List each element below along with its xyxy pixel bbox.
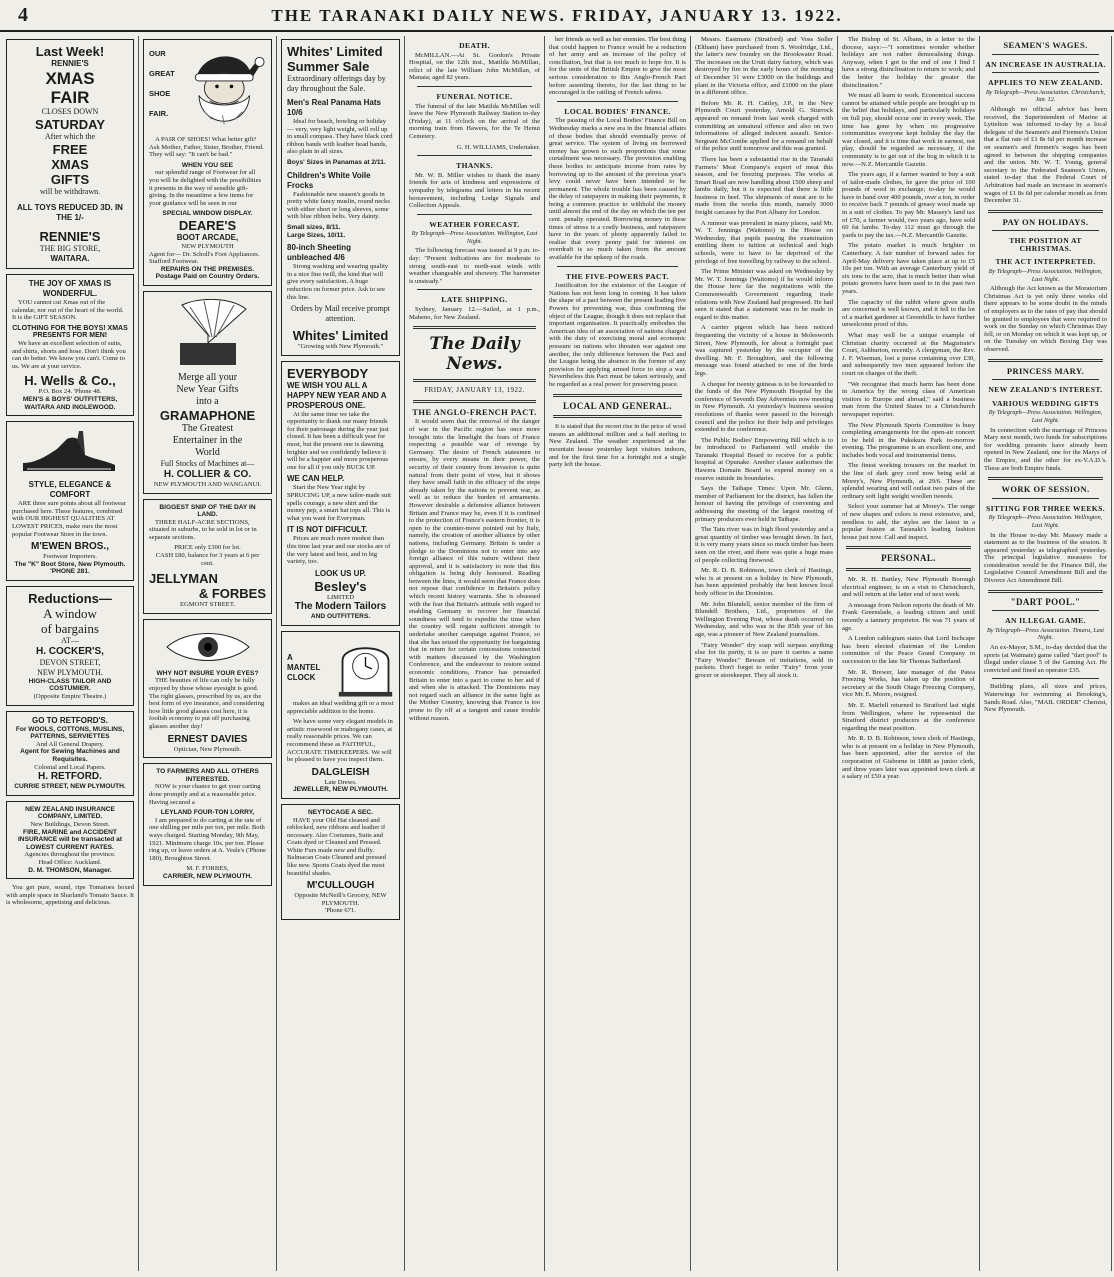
- jellyman-street: EGMONT STREET.: [179, 601, 236, 609]
- whites-large: Large Sizes, 10/11.: [287, 231, 346, 239]
- collier-world: World: [195, 446, 220, 458]
- rennies-store: THE BIG STORE,: [39, 244, 101, 253]
- local-item-taihape: Says the Taihape Times: Upon Mr. Glenn, member of Parliament for the district, has fallen the honour of having the privilege of convening and addressing the meeting of the largest meeting of primary producers ever held in Taihape.: [695, 485, 833, 523]
- besleys-ad: [281, 361, 400, 626]
- item-bishop: The Bishop of St. Albans, in a letter to the diocese, says:—"I sometimes wonder whether holidays are not rather demoralising things. Anyway, when I got to the end of one I find I have a strong disinclination to return to work; and the better the holiday the greater the disinclination.": [842, 36, 975, 89]
- local-item-meat: There has been a substantial rise in the Taranaki Farmers' Meat Company's export of meat this season, and for freezing purposes. The works at Smart Road are now handling about 1500 sheep and lambs daily, but it is expected that there is little business in beef. The shipments of meat are to be made from the works this month, namely 3000 freight carcases by the Port Albany for London.: [695, 155, 833, 217]
- cocker-name: H. COCKER'S,: [36, 645, 104, 657]
- davies-name: ERNEST DAVIES: [167, 733, 248, 745]
- deares-body: A PAIR OF SHOES! What better gift? Ask Mother, Father, Sister, Brother, Friend. They will say: "It can't be bad.": [149, 136, 264, 159]
- local-item-soap: "Fairy Wonder" dry soap will surpass anything else for its purity, it is so pure it carries a name "Fairy Wonder." Beware of imitations, sold in packets. Don't forget to order "Fairy" from your grocer or storekeeper. They all stock it.: [695, 641, 833, 679]
- newspaper-nameplate: The Daily News.: [429, 334, 520, 375]
- cocker-window: A window: [43, 605, 97, 621]
- personal-marfell: Mr. E. Marfell returned to Stratford last night from Wellington, where he represented the Stratford district producers at the conference regarding the meat position.: [842, 701, 975, 732]
- mcewen-body: ARE three sure points about all footwear purchased here. These features, combined with OUR HIGHEST QUALITIES AT LOWEST PRICES, make ours the most popular Footwear Store in the town.: [12, 500, 127, 538]
- item-charity: What may well be a unique example of Christian charity occurred at the Magistrate's Court, Ashburton, recently. A clergyman, the Rev. J. F. Wiseman, lost a purse containing over £30, and subsequently two men appeared before the court on charges of the theft.: [842, 331, 975, 377]
- wells-body: YOU cannot cut Xmas out of the calendar, nor out of the heart of the world. It is the GIFT SEASON.: [12, 299, 124, 322]
- wells-subheading: CLOTHING FOR THE BOYS! XMAS PRESENTS FOR MEN!: [12, 324, 128, 340]
- collier-line3: into a: [196, 395, 219, 407]
- dartpool-sub: AN ILLEGAL GAME.: [1005, 616, 1086, 626]
- land-cash: CASH £80, balance for 3 years at 6 per cent.: [155, 552, 260, 567]
- clock-body: makes an ideal wedding gift or a most appreciable addition to the home.: [287, 699, 394, 715]
- session-body: In the House to-day Mr. Massey made a statement as to the business of the session. It appeared yesterday as telegraphed yesterday. The principal legislative measures for consideration would be the Finance Bill, the Legislative Council Amendment Bill and the Divorce Act Amendment Bill.: [984, 531, 1107, 585]
- farmers-heading: TO FARMERS AND ALL OTHERS INTERESTED.: [156, 768, 259, 783]
- retford-heading: GO TO RETFORD'S.: [32, 715, 108, 725]
- wells-trade: MEN'S & BOYS' OUTFITTERS,: [22, 395, 118, 403]
- mcewen-heading: STYLE, ELEGANCE & COMFORT: [28, 480, 112, 500]
- mcewen-sub: Footwear Importers.: [43, 553, 97, 561]
- wells-address: P.O. Box 24. 'Phone 48.: [38, 388, 102, 396]
- farmers-lorry: LEYLAND FOUR-TON LORRY,: [160, 809, 255, 817]
- column-5: [545, 36, 691, 1271]
- princess-body: In connection with the marriage of Princess Mary next month, two funds for subscriptions for wedding presents have already been opened in New Zealand, one for the Marys of the Empire, and the other for ex-V.A.D.'s. These are both Empire funds.: [984, 426, 1107, 472]
- death-heading: DEATH.: [459, 41, 490, 50]
- five-powers-heading: THE FIVE-POWERS PACT.: [565, 271, 670, 281]
- cocker-bargains: of bargains: [41, 620, 99, 636]
- five-powers-body: Justification for the existence of the League of Nations has not been long in coming. It has taken the shape of a pact between the present leading five Powers for preventing war, thus confirming the object of the League, though it does not replace that important organisation. It practically embodies the American idea of an association of nations charged with the duty of exercising moral and economic pressure on nations who threaten war against one another, the only difference between the Pact and the League being the absence in the former of any provision for applying armed force to stop a war. Nevertheless this Pact must be taken seriously, and be regarded as a real power for preserving peace.: [549, 282, 686, 388]
- weather-sub: By Telegraph—Press Association. Wellington, Last Night.: [411, 230, 538, 245]
- mcculloch-heading: NEYTOCAGE A SEC.: [308, 808, 373, 816]
- insurance-building: New Buildings, Devon Street.: [30, 821, 110, 828]
- rennies-gifts: GIFTS: [50, 172, 90, 187]
- deares-agent: Agent for— Dr. Scholl's Foot Appliances. Stafford Footwear.: [149, 250, 260, 266]
- dartpool-body: An ex-Mayor, S.M., to-day decided that the sports (at Waimate) game called "dart pool" is illegal under clause 5 of the Gaming Act. He convicted and fined an operator £35.: [984, 644, 1107, 674]
- shoe-illustration: [15, 429, 125, 477]
- shipping-notice: Sydney, January 12.—Sailed, at 1 p.m., Maheno, for New Zealand.: [409, 306, 540, 321]
- deares-name: DEARE'S: [178, 217, 237, 233]
- deares-ad: [143, 39, 272, 286]
- personal-greenslade: A message from Nelson reports the death of Mr. Frank Greenslade, a leading citizen and until recently a tannery proprietor. He was 71 years of age.: [842, 601, 975, 632]
- funeral-heading: FUNERAL NOTICE.: [436, 91, 513, 101]
- item-rabbit: The capacity of the rabbit where given stuffs are concerned is well known, and it fell to the lot of a market gardener at Greenhills to have further unwelcome proof of this.: [842, 298, 975, 329]
- insurance-manager: D. M. THOMSON, Manager.: [28, 866, 112, 874]
- item-trousers: The finest working trousers on the market in the line of dark grey cord now being sold at Morey's, New Plymouth, at 29/6. These are splendid wearing and will outlast two pairs of the ordinary soft light weight woollen tweeds.: [842, 462, 975, 500]
- besleys-body2: Start the New Year right by SPRUCING UP, a new tailor-made suit spells courage, a new shirt and the money pep, a smart hat tops all. This is what you want for Everyman.: [287, 484, 391, 522]
- eye-illustration: [163, 627, 253, 667]
- besleys-body3: Prices are much more modest than this time last year and our stocks are of the very latest and best, and in big variety, too.: [287, 535, 391, 566]
- insurance-office: Head Office: Auckland.: [38, 858, 102, 866]
- retford-papers: Colonial and Local Papers.: [34, 763, 106, 771]
- rennies-fair: FAIR: [50, 88, 90, 107]
- forbes-carrier-ad: [143, 763, 272, 885]
- whites-frocks-body: Fashionable new season's goods in pretty white fancy muslin, round necks with either short or long sleeves, some with blue ribbon belts. Very dainty.: [287, 190, 390, 221]
- clock-mantel: MANTEL: [287, 662, 321, 672]
- clock-body2: We have some very elegant models in artistic rosewood or mahogany cases, at really reasonable prices. We can recommend these as FAITHFUL, ACCURATE TIMEKEEPERS. We will be pleased to have you inspect them.: [287, 718, 393, 764]
- land-body: THREE HALF-ACRE SECTIONS, situated in suburbs, to be sold in lot or in separate sections.: [149, 518, 257, 541]
- local-item-robinson: Mr. R. D. B. Robinson, town clerk of Hastings, who is at present on a holiday in New Plymouth, has been appointed probably the best known local body officer in the Dominion.: [695, 567, 833, 597]
- whites-sheeting-body: Strong washing and wearing quality in a nice fine twill, the kind that will give every satisfaction. A huge reduction on former price. Ask to see this line.: [287, 263, 389, 301]
- page-number: 4: [18, 4, 28, 26]
- whites-slogan: "Growing with New Plymouth.": [297, 343, 384, 351]
- collier-gramophone: GRAMAPHONE: [159, 407, 256, 423]
- editorial-heading: THE ANGLO-FRENCH PACT.: [412, 406, 537, 417]
- item-american: "We recognise that much harm has been done in America by the wrong class of American visitors to Europe and abroad," said a business man from the United States to a Christchurch newspaper reporter.: [842, 380, 975, 418]
- princess-heading: PRINCESS MARY.: [1006, 365, 1085, 376]
- collier-ad: [143, 291, 272, 494]
- farmers-sig2: CARRIER, NEW PLYMOUTH.: [162, 872, 253, 880]
- deares-town: NEW PLYMOUTH: [181, 242, 234, 250]
- land-heading: BIGGEST SNIP OF THE DAY IN LAND.: [159, 503, 256, 519]
- besleys-body: At the same time we take the opportunity to thank our many friends for their patronage during the year just closed. It has been a difficult year for most, but the present one is dawning brighter and we confidently believe it will be a happier and more prosperous one for all if you only BUCK UP.: [287, 410, 389, 471]
- collier-line2: New Year Gifts: [176, 383, 239, 395]
- insurance-agencies: Agencies throughout the province.: [24, 851, 116, 859]
- holidays-sub2: THE ACT INTERPRETED.: [995, 257, 1096, 267]
- wages-sub: AN INCREASE IN AUSTRALIA.: [985, 59, 1106, 69]
- item-hats: Select your summer hat at Morey's. The range of new shapes and colors is most extensive, and, needless to add, the styles are the latest in a popular feature at Taranaki's leading fashion house just now. Call and inspect.: [842, 503, 975, 541]
- clock-a: A: [287, 652, 293, 662]
- collier-stocks: Full Stocks of Machines at—: [160, 458, 255, 468]
- collier-entertainer: Entertainer in the: [172, 434, 243, 446]
- dalgleish-ad: [281, 631, 400, 799]
- cocker-reductions: Reductions—: [28, 590, 112, 606]
- rennies-last-week: Last Week!: [35, 44, 105, 59]
- local-item-foundry: Messrs. Eastmans (Stratford) and Voss Soller (Eltham) have purchased from S. Woolridge, Ltd., the latter's new foundry on the Brookwater Road. The increases on the Urutī dairy factory, which was destroyed by fire in the early hours of the morning of December 31 were £3000 on the buildings and plant in the Victoria office, and £1000 on the plant in a different office.: [695, 36, 833, 97]
- whites-boys: Boys' Sizes in Panamas at 2/11.: [287, 158, 386, 166]
- farmers-sig: M. F. FORBES,: [186, 865, 229, 873]
- mcewen-ad: [6, 421, 134, 581]
- column-3: [277, 36, 405, 1271]
- retford-ad: [6, 711, 134, 796]
- besleys-limited: LIMITED: [326, 593, 355, 601]
- farmers-body: NOW is your chance to get your carting done promptly and at a reasonable price. Having secured a: [149, 783, 261, 806]
- davies-sub: Optician, New Plymouth.: [173, 745, 242, 753]
- cocker-ad: [6, 586, 134, 706]
- local-item-adventists: A cheque for twenty guineas is to be forwarded to the funds of the New Plymouth Hospital by the conference of Seventh Day Adventists now meeting in New Plymouth. At yesterday's business session resolutions of thanks were passed to the borough council and the police for their help and privileges extended to the conference.: [695, 380, 833, 434]
- rennies-name2: RENNIE'S: [39, 229, 101, 244]
- local-bodies-heading: LOCAL BODIES' FINANCE.: [564, 106, 671, 116]
- cocker-town: NEW PLYMOUTH.: [37, 667, 103, 677]
- cocker-street: DEVON STREET,: [39, 657, 101, 667]
- rennies-withdrawn: will be withdrawn.: [39, 187, 101, 196]
- mcculloch-name: M'CULLOUGH: [306, 880, 375, 892]
- retford-agent: Agent for Sewing Machines and Requisites.: [20, 748, 120, 764]
- column-8: [980, 36, 1112, 1271]
- collier-greatest: The Greatest: [181, 422, 234, 434]
- retford-name: H. RETFORD.: [38, 771, 102, 783]
- mcewen-sub2: The "K" Boot Store, New Plymouth. 'PHONE 281.: [14, 560, 126, 576]
- rennies-town: WAITARA.: [50, 254, 90, 263]
- mcculloch-ad: [281, 804, 400, 920]
- santa-block: [149, 44, 266, 136]
- funeral-notice: The funeral of the late Matilda McMillan will leave the New Plymouth Railway Station to-day (Friday), at 11 o'clock on the arrival of the morning train from Hawera, for the Te Henui Cemetery.: [409, 102, 540, 140]
- insurance-name: NEW ZEALAND INSURANCE COMPANY, LIMITED.: [25, 805, 115, 821]
- rennies-free: FREE: [52, 142, 88, 157]
- insurance-lines: FIRE, MARINE and ACCIDENT INSURANCE will be transacted at LOWEST CURRENT RATES.: [17, 828, 123, 851]
- rennies-toys: ALL TOYS REDUCED 3D. IN THE 1/-: [17, 203, 123, 222]
- item-concert: The New Plymouth Sports Committee is busy completing arrangements for the open-air concert to be held in the Pukekura Park to-morrow evening. The programme is an excellent one, and includes both vocal and instrumental items.: [842, 421, 975, 459]
- item-work: We must all learn to work. Economical success cannot be attained while people are brought up in the belief that holidays, and particularly holidays on full pay, should occur one in every week. The time has gone by when no progressive communities everyone kept holiday the day the war closed, and it is time that work in earnest, not play, should be regarded as necessary, if the community is to get out of the bog in which it is now.—N.Z. Mercantile Gazette.: [842, 92, 975, 168]
- rennies-ad: [6, 39, 134, 269]
- besleys-tailors: The Modern Tailors: [294, 601, 387, 613]
- farmers-body2: I am prepared to do carting at the rate of one shilling per mile per ton, per mile. Both ways charged. Starting Monday, 9th May, 1921. Minimum charge 10s. per ton. Please ring up, or leave orders at A. Veale's ('Phone 180), Broughton Street.: [149, 816, 266, 862]
- weather-heading: WEATHER FORECAST.: [429, 219, 520, 229]
- holidays-body: Although the Act known as the Moratorium Christmas Act is yet only three weeks old there appears to be some doubt in the minds of employers as to the rates of pay that should be granted to employees that were required to work on the Sunday on which Christmas Day fell, or on Monday on which it was kept up, or on the Tuesday on which Boxing Day was observed.: [984, 285, 1107, 353]
- davies-heading: WHY NOT INSURE YOUR EYES?: [156, 669, 259, 677]
- dalgleish-name: DALGLEISH: [311, 766, 370, 778]
- gramophone-illustration: [160, 299, 256, 369]
- wells-body2: We have an excellent selection of suits, and shirts, shorts and hose. Don't think you can do better. We know you can't. Come to us. We are at your service.: [12, 339, 126, 370]
- dalgleish-late: Late Drews.: [324, 778, 357, 786]
- rennies-xmas2: XMAS: [51, 157, 89, 172]
- whites-mail: Orders by Mail receive prompt attention.: [290, 304, 391, 324]
- forbes-name: & FORBES: [198, 586, 266, 602]
- mcculloch-body: HAVE your Old Hat cleaned and reblocked, new ribbons and leather if necessary. Also Costumes, Suits and Coats dyed or Cleaned and Pressed. White Furs made new and fluffy. Balmacan Coats Cleaned and pressed like new. Sports Coats dyed the most beautiful shades.: [287, 816, 386, 877]
- whites-small: Small sizes, 8/11.: [287, 223, 341, 231]
- local-item-travel: A rumour was prevalent in many places, said Mr. W. T. Jennings (Waitomo) in the House on Wednesday, that pupils passing the examination entitling them to tuition at technical and high schools, were to have to be deprived of the privilege of free travelling by railway to the school.: [695, 219, 833, 265]
- besleys-not-difficult: IT IS NOT DIFFICULT.: [287, 525, 368, 535]
- local-item-flood: The Tatu river was in high flood yesterday and a great quantity of timber was brought down. In fact, it is very many years since so much timber has been seen on the river, and there was quite a huge mass of people collecting firewood.: [695, 526, 833, 564]
- jellyman-name: JELLYMAN: [149, 571, 218, 587]
- clock-block: [287, 636, 394, 700]
- deares-when-you-see: WHEN YOU SEE: [181, 161, 234, 169]
- wages-telegraph: By Telegraph—Press Association. Christchurch, Jan. 12.: [985, 88, 1106, 104]
- retford-drapery: And All General Drapery.: [35, 740, 105, 748]
- editorial-body: It would seem that the removal of the danger of war in the Pacific region has once more brought into the limelight the fears of France respecting a possible war of revenge by Germany. The desire of French statesmen to ensure, by every means in their power, the security of their country from invasion is quite natural from their point of view, but it shows they have small faith in the efficacy of the steps already taken by the nations to prevent war, as well as to reduce the burden of armaments. However desirable a defensive alliance between Britain and France may be, even if it is confined to the protection of France's eastern frontier, it is open to the counter-move pointed out by Italy, namely, the creation of another alliance by other nations, including Germany. Britain is under a pledge to the Dominions not to enter into any foreign alliance of this nature without their approval, and it is satisfactory to note that this obligation is being duly honoured. Reading between the lines, it would seem that France does not repose that confidence in Britain's policy which recent history warrants. She is obsessed with the fear that Britain's attitude with regard to enabling Germany to recover her financial soundness will tend to expedite the time when the country will regain sufficient strength to undertake another campaign against France, so that she has seized the opportunity for bargaining that in return for certain concessions connected with matters discussed by the Washington Conference, and the endeavour to restore sound economic conditions, France has persuaded Britain to enter into a pact to come to her aid if and when she is attacked. The Dominions may not regard such an alliance in the same light as the Mother Country, knowing that France is too prone to fly off at a tangent and cause trouble without reason.: [409, 418, 540, 722]
- newspaper-title: THE TARANAKI DAILY NEWS. FRIDAY, JANUARY 13. 1922.: [271, 6, 843, 25]
- deares-arcade: BOOT ARCADE,: [176, 232, 239, 242]
- rennies-closes: CLOSES DOWN: [41, 107, 99, 116]
- local-item-pigeon: A carrier pigeon which has been noticed frequenting the vicinity of a house in Molesworth Street, New Plymouth, for about a fortnight past was captured yesterday by the occupier of the dwelling. Mr. F. Broughton, and the following message was found attached to one of the birds legs.: [695, 324, 833, 377]
- mcculloch-phone: 'Phone 671.: [325, 907, 356, 915]
- death-notice: McMILLAN.—At St. Gordon's Private Hospital, on the 12th inst., Matilda McMillan, relict of the late William John McMillan, of Manaia; aged 82 years.: [409, 51, 540, 82]
- personal-robinson: Mr. R. D. B. Robinson, town clerk of Hastings, who is at present on a holiday in New Plymouth, has been appointed, after the service of the corporation of Gisborne in 1888 as junior clerk, and three years later was appointed town clerk at a salary of £50 a year.: [842, 735, 975, 781]
- item-farmer: The years ago, if a farmer wanted to buy a suit of tailor-made clothes, he gave the price of 100 pounds of wool in exchange; to-day he would have to hand over 400 pounds, over a ton, in order to receive back 7 pounds of greasy wool made up in a suit of clothes. To pay Mr. Massey's land tax of £70, a farmer would, two years ago, have sold 60 fat lambs. To-day 112 must go through the yards to pay the tax.—N.Z. Mercantile Gazette.: [842, 171, 975, 239]
- besleys-name: Besley's: [314, 578, 367, 594]
- tomato-sauce-notice: You get pure, sound, ripe Tomatoes boxed with ample space in Sharland's Tomato Sauce. It is wholesome, appetising and delicious.: [6, 884, 134, 907]
- local-item-trade: The Prime Minister was asked on Wednesday by Mr. W. T. Jennings (Waitomo) if he would inform the House how far the negotiations with the Commonwealth Government regarding trade relations with New Zealand had progressed. He had seen it stated that a statement was to be made in regard to this matter.: [695, 268, 833, 321]
- shoe-fair-label: OUR GREAT SHOE FAIR.: [149, 49, 175, 118]
- deares-special: SPECIAL WINDOW DISPLAY.: [162, 210, 253, 218]
- wells-name: H. Wells & Co.,: [24, 373, 116, 389]
- cocker-at: AT—: [61, 635, 79, 645]
- masthead: [0, 0, 1114, 32]
- besleys-outfitters: AND OUTFITTERS.: [310, 613, 371, 621]
- besleys-help: WE CAN HELP.: [287, 474, 345, 484]
- dartpool-telegraph: By Telegraph—Press Association. Timaru, Last Night.: [986, 626, 1104, 642]
- session-heading: WORK OF SESSION.: [1001, 484, 1090, 495]
- editorial-continued: her friends as well as her enemies. The best thing that could happen to France would be a reduction of her army and an increase of the policy of conciliation, but that is too much to hope for. It is for the units of the British Empire to give the most serious consideration to this Anglo-French Pact before assenting thereto, for the last thing to be encouraged is the rattling of French sabres.: [549, 36, 686, 97]
- local-item-blundell: Mr. John Blundell, senior member of the firm of Blundell Brothers, Ltd., proprietors of the Wellington Evening Post, whose death occurred on Wednesday, and who was in the 85th year of his age, was a pioneer of New Zealand journalism.: [695, 600, 833, 638]
- deares-repairs: REPAIRS ON THE PREMISES. Postage Paid on Country Orders.: [155, 265, 260, 281]
- princess-sub2: VARIOUS WEDDING GIFTS: [992, 398, 1099, 408]
- column-7: [838, 36, 980, 1271]
- wells-ad: [6, 274, 134, 416]
- holidays-telegraph: By Telegraph—Press Association. Wellington, Last Night.: [988, 268, 1103, 283]
- collier-line1: Merge all your: [177, 371, 238, 383]
- whites-frocks: Children's White Voile Frocks: [287, 170, 371, 190]
- holidays-heading: PAY ON HOLIDAYS.: [1002, 216, 1089, 227]
- weather-forecast: The following forecast was issued at 9 p.m. to-day: "Present indications are for moderate to strong south-east to north-east winds with weather changeable and showery. The barometer is unsteady.": [409, 247, 540, 285]
- whites-offerings: Extraordinary offerings day by day throughout the Sale.: [287, 74, 386, 93]
- rennies-after: After which the: [44, 132, 96, 141]
- local-bodies-body: The passing of the Local Bodies' Finance Bill on Wednesday marks a new era in the financial affairs of those bodies that should eventually prove of great service. The system of living on borrowed money has grown to such proportions that some curtailment was necessary. The provision enabling these bodies to anticipate income from rates by borrowing up to the amount of the previous year's levy could never have been intended to be permanent. The whole trouble has been caused by the delay of ratepayers in making their payments, it being a common practice to withhold the money until almost the end of the day on which the ten per cent. penalty operated. Borrowing money in these times of stress is a costly business, and ratepayers have in the years of plenty apparently failed to realise that every penny paid for interest on overdraft is so much taken from the amount available for the upkeep of the roads.: [549, 117, 686, 262]
- editorial-dateline: FRIDAY, JANUARY 13, 1922.: [424, 386, 525, 395]
- retford-address: CURRIE STREET, NEW PLYMOUTH.: [14, 783, 126, 791]
- personal-inchcape: A London cablegram states that Lord Inchcape has been elected chairman of the London committee of the Peace Grand Company in succession to the late Sir Thomas Sutherland.: [842, 635, 975, 665]
- besleys-everybody: EVERYBODY: [287, 365, 369, 381]
- holidays-sub: THE POSITION AT CHRISTMAS.: [1009, 236, 1082, 253]
- besleys-look: LOOK US UP.: [315, 568, 366, 578]
- wells-towns: WAITARA AND INGLEWOOD.: [24, 403, 116, 411]
- wages-heading: SEAMEN'S WAGES.: [1003, 40, 1088, 50]
- local-item-court: Before Mr. R. H. Cattley, J.P., in the New Plymouth Court yesterday, Arnold G. Sturrock appeared on remand from last week charged with committing an unnatural offence and also on two informations of alleged indecent assault. Senior-Sergeant McCombe applied for a remand on behalf of the police until tomorrow and this was granted.: [695, 99, 833, 153]
- cocker-opposite: (Opposite Empire Theatre.): [33, 693, 107, 701]
- column-1: [2, 36, 139, 1271]
- personal-bartley: Mr. R. H. Bartley, New Plymouth Borough electrical engineer, is on a visit to Christchurch, and will return at the latter end of next week.: [842, 576, 975, 599]
- session-sub: SITTING FOR THREE WEEKS.: [985, 503, 1106, 513]
- collier-name: H. COLLIER & CO.: [163, 468, 252, 480]
- thanks-notice: Mr. W. B. Miller wishes to thank the many friends for acts of kindness and expressions of sympathy by telegrams and letters in his recent bereavement, including Lodge Signals and Collection Appeals.: [409, 171, 540, 210]
- rennies-xmas: XMAS: [45, 69, 95, 88]
- local-general-heading: LOCAL AND GENERAL.: [563, 400, 672, 411]
- whites-panama-body: Ideal for beach, bowling or holiday — very, very light weight, will roll up in small compass. They have black cord ribbon bands with leather head bands, also plain in all sizes.: [287, 118, 393, 156]
- whites-name2: Whites' Limited: [292, 328, 389, 344]
- princess-sub: NEW ZEALAND'S INTEREST.: [988, 385, 1103, 395]
- local-general-body: It is stated that the recent rise in the price of wool means an additional million and a half sterling to New Zealand. The weather experienced at the mountain house yesterday kept visitors indoors, and for the first time for a fortnight not a single party left the house.: [549, 423, 686, 469]
- rennies-name: RENNIE'S: [51, 59, 89, 68]
- column-6: [691, 36, 838, 1271]
- princess-telegraph: By Telegraph—Press Association. Wellington, Last Night.: [988, 409, 1103, 424]
- dartpool-heading: "DART POOL.": [1010, 596, 1081, 607]
- personal-heading: PERSONAL.: [881, 553, 936, 564]
- whites-name: Whites' Limited: [287, 44, 383, 59]
- clock-clock: CLOCK: [287, 672, 316, 682]
- thanks-heading: THANKS.: [456, 161, 493, 171]
- insurance-ad: [6, 801, 134, 879]
- jellyman-ad: [143, 499, 272, 614]
- wells-heading: THE JOY OF XMAS IS WONDERFUL.: [28, 279, 112, 298]
- whites-summer-sale: Summer Sale: [287, 59, 370, 74]
- retford-goods: For WOOLS, COTTONS, MUSLINS, PATTERNS, SERVIETTES: [15, 725, 125, 741]
- davies-body: THE beauties of life can only be fully enjoyed by those whose eyesight is good. The right glasses, prescribed by us, are the best form of eye insurance, and considering how little good glasses cost here, it is foolish economy to put off purchasing glasses another day!: [149, 677, 265, 730]
- collier-towns: NEW PLYMOUTH AND WANGANUI.: [153, 480, 262, 488]
- mcculloch-address: Opposite McNeill's Grocery, NEW PLYMOUTH.: [294, 892, 387, 907]
- cocker-trade: HIGH-CLASS TAILOR AND COSTUMIER.: [28, 677, 112, 693]
- personal-brewer: Mr. R. Brewer, late manager of the Patea Freezing Works, has taken up the position of secretary at the South Otago Freezing Company, vice Mr. E. Moore, resigned.: [842, 668, 975, 699]
- mailorder-notice: Building plans, all sizes and prices, Waterwings for swimming at Brooking's, Sands Road. Also, "MAIL ORDER" Chemist, New Plymouth.: [984, 683, 1107, 714]
- column-4: [405, 36, 545, 1271]
- whites-sheeting: 80-inch Sheeting unbleached 4/6: [287, 243, 352, 263]
- funeral-signature: G. H. WILLIAMS, Undertaker.: [456, 143, 540, 151]
- whites-panama: Men's Real Panama Hats 10/6: [287, 98, 381, 117]
- item-potato: The potato market is much brighter in Canterbury. A fair number of forward sales for April-May delivery have taken place at up to £5 10s per ton. With an average Canterbury yield of six tons to the acre, that is much better than what potato growers have been used to in the past two years.: [842, 242, 975, 295]
- besleys-wish: WE WISH YOU ALL A HAPPY NEW YEAR AND A PROSPEROUS ONE.: [287, 380, 387, 410]
- land-price: PRICE only £300 for lot.: [174, 544, 241, 552]
- deares-body2: our splendid range of Footwear for all you will be delighted with the possibilities it presents in the way of sensible gift-giving. In the meantime a few items for your guidance will be seen in our: [149, 169, 262, 207]
- whites-ad: [281, 39, 400, 356]
- davies-ad: [143, 619, 272, 758]
- dalgleish-jeweller: JEWELLER, NEW PLYMOUTH.: [292, 786, 388, 794]
- column-2: [139, 36, 277, 1271]
- local-item-empowering: The Public Bodies' Empowering Bill which is to be introduced to Parliament will enable the Taranaki Hospital Board to receive for a public hospital at Opunake. Another clause authorises the Hawera Domain Board to expend money on a reserve outside its boundaries.: [695, 436, 833, 482]
- clock-heading: [287, 653, 333, 683]
- wages-body: Although no official advice has been received, the Superintendent of Marine at Lyttelton was informed to-day by a local delegate of the Seamen's and Firemen's Union that a flat rate of £1 8s 6d per month increase on seamen's and firemen's wages has been agreed to between the shipping companies and the union. Mr. W. T. Young, general secretary to the Federated Seamen's Union, stated to-day that the Federal Court of Arbitration had made an increase in seamen's wages of £1 8s 6d per calendar month as from December 31.: [984, 105, 1107, 205]
- shipping-heading: LATE SHIPPING.: [441, 295, 508, 305]
- wages-sub2: APPLIES TO NEW ZEALAND.: [988, 78, 1103, 88]
- session-telegraph: By Telegraph—Press Association. Wellington, Last Night.: [988, 514, 1103, 529]
- mcewen-name: M'EWEN BROS.,: [31, 541, 109, 553]
- santa-claus-illustration: [179, 44, 266, 136]
- rennies-saturday: SATURDAY: [34, 117, 106, 132]
- mantel-clock-illustration: [337, 636, 394, 700]
